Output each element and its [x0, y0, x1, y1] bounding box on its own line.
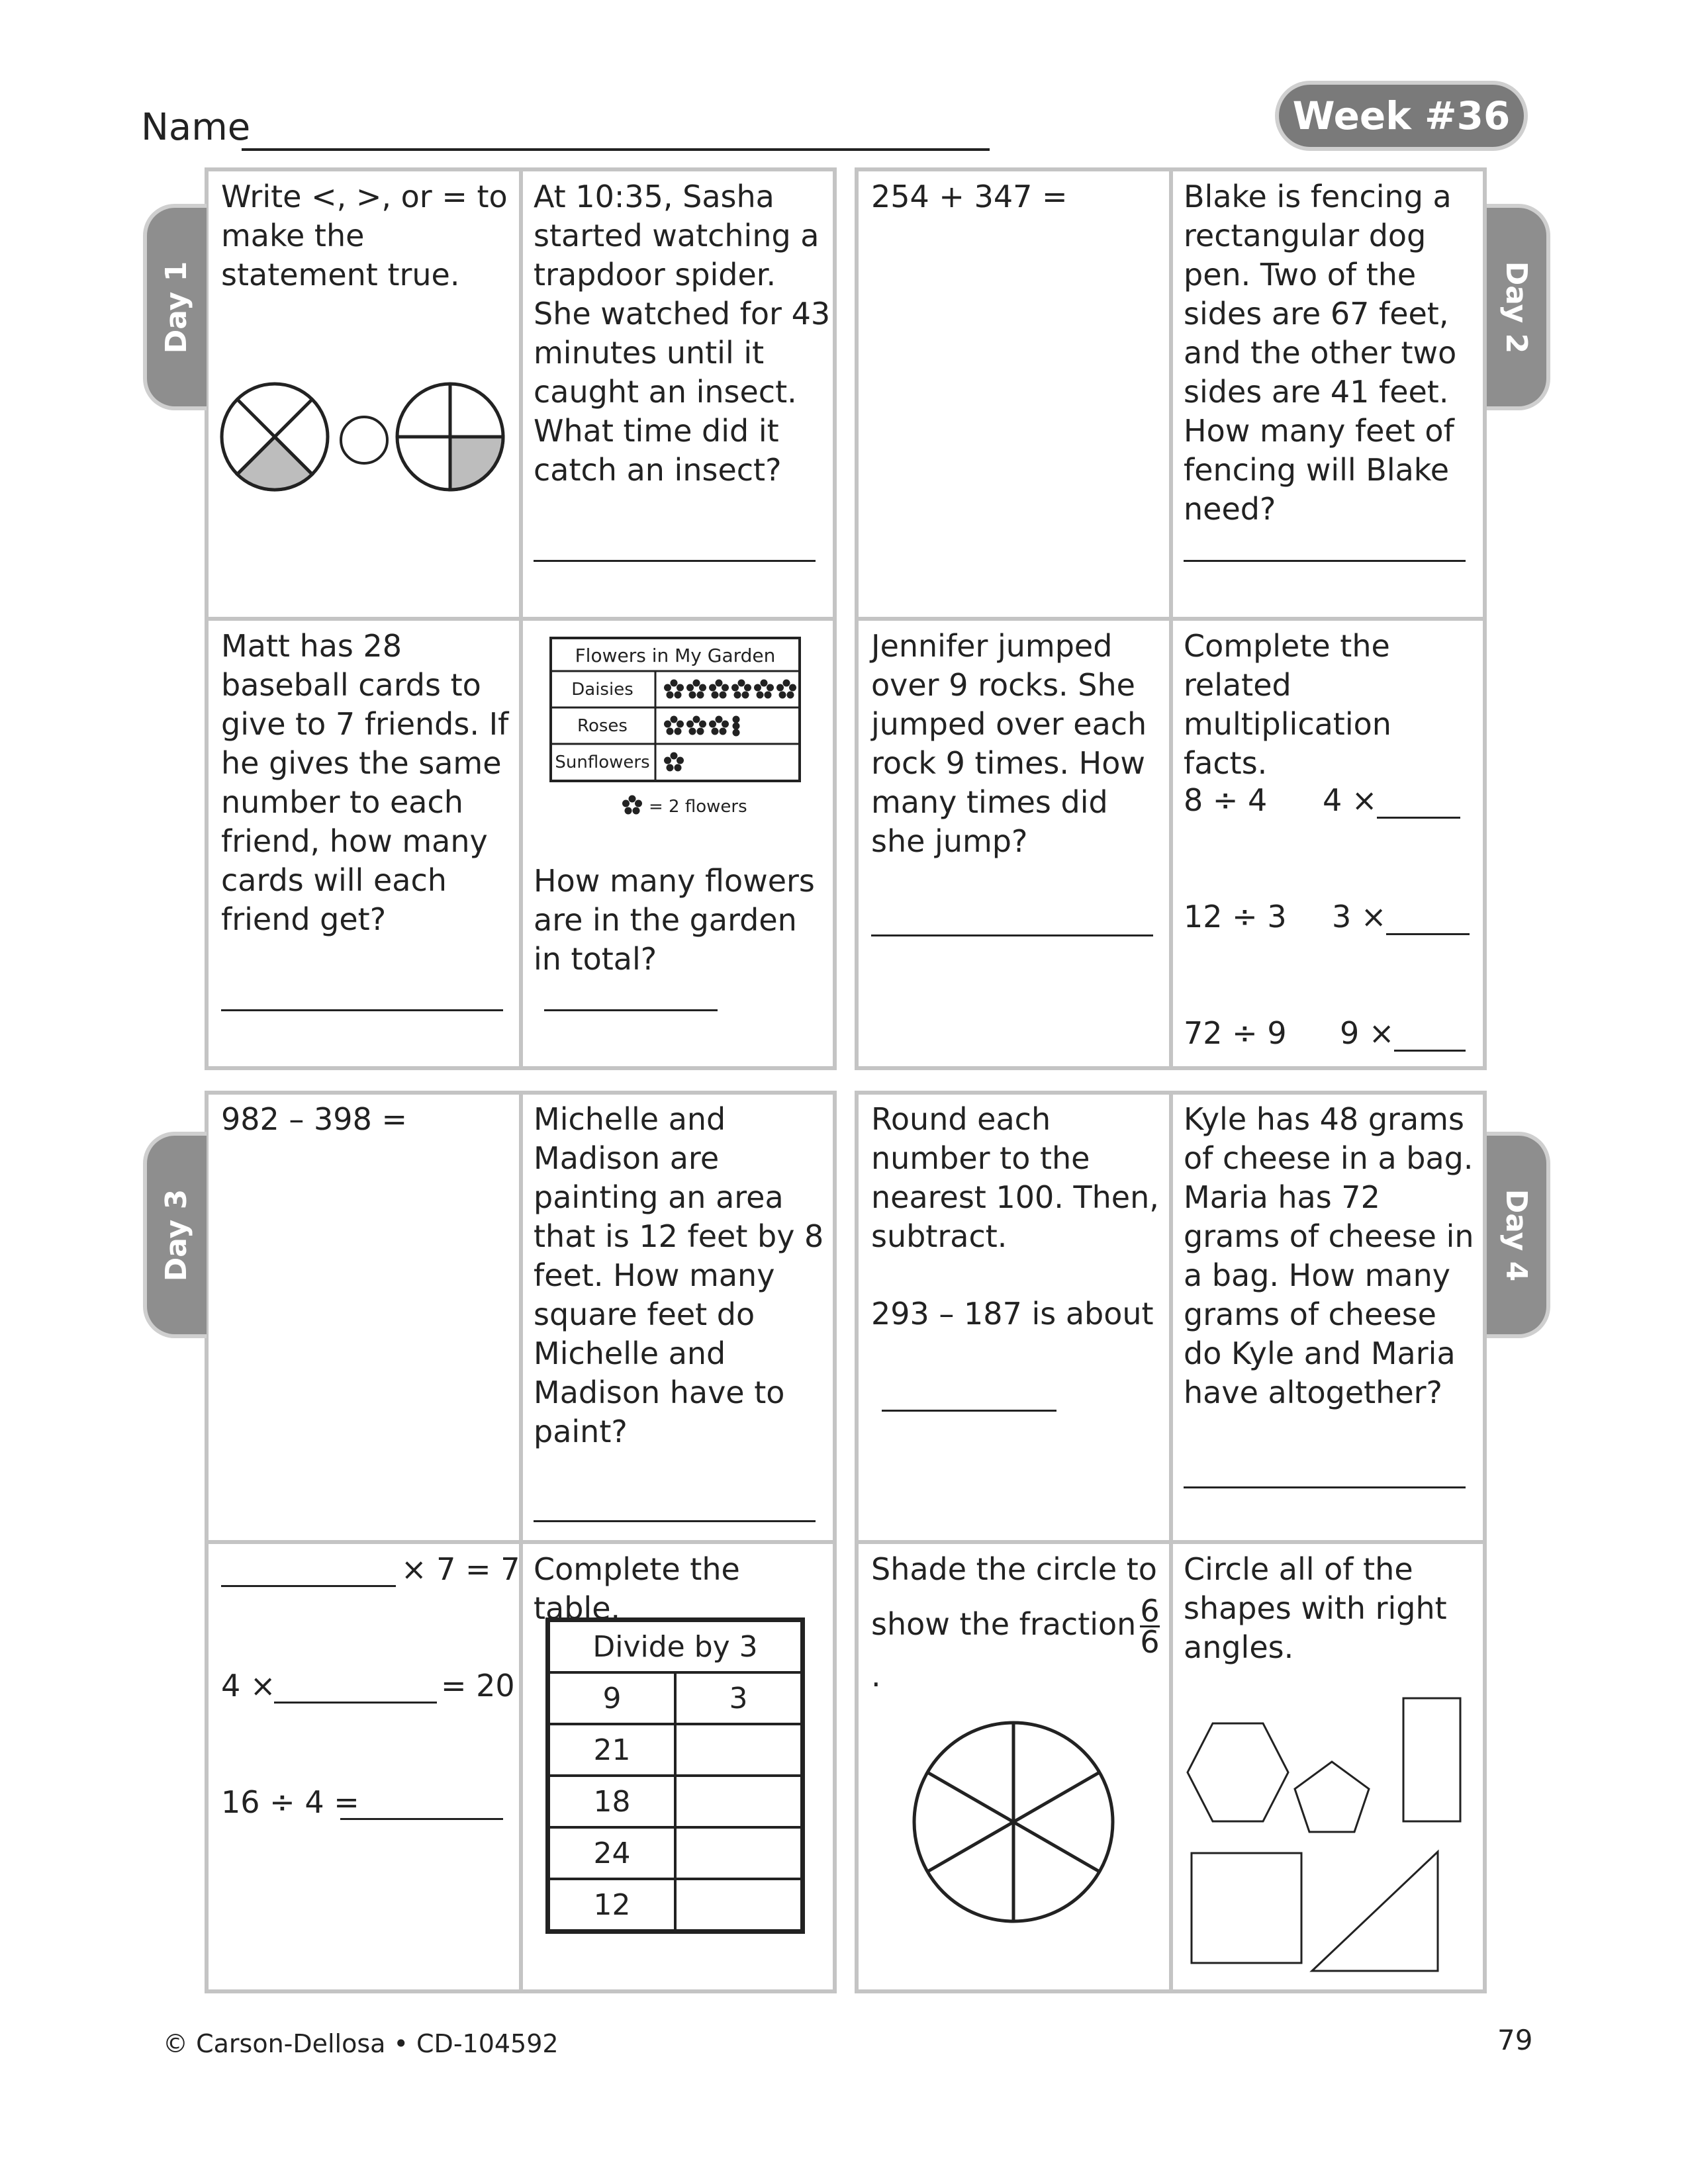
day-4-tab: Day 4 [1487, 1132, 1550, 1338]
flowers-answer-line[interactable] [544, 1009, 718, 1011]
cards-prompt: Matt has 28 baseball cards to give to 7 friends. If he gives the same number to each friend, how many cards will each friend get? [221, 628, 509, 937]
table-header: Divide by 3 [548, 1620, 803, 1673]
rocks-prompt: Jennifer jumped over 9 rocks. She jumped over each rock 9 times. How many times did she jump? [871, 628, 1147, 859]
table-input-cell: 18 [548, 1776, 676, 1827]
divider [205, 617, 837, 621]
fraction-circle-sixths[interactable] [911, 1719, 1116, 1925]
missing-line2a: 4 × [221, 1668, 276, 1704]
quotient-answer-line[interactable] [340, 1818, 503, 1820]
table-output-cell[interactable] [675, 1827, 803, 1879]
pictograph-row-label: Sunflowers [555, 752, 650, 772]
missing-line1: × 7 = 7 [401, 1551, 520, 1587]
table-row [548, 1879, 803, 1932]
name-input-line[interactable] [242, 148, 990, 151]
divide-by-3-table [545, 1617, 805, 1934]
circle-quarter-x-icon [222, 384, 328, 490]
divider [855, 1540, 1487, 1544]
compare-prompt: Write <, >, or = to make the statement true. [221, 179, 508, 293]
angles-prompt: Circle all of the shapes with right angles. [1184, 1551, 1447, 1665]
cheese-prompt: Kyle has 48 grams of cheese in a bag. Maria has 72 grams of cheese in a bag. How many grams of cheese do Kyle and Maria have altogether? [1184, 1101, 1474, 1410]
page-number: 79 [1497, 2024, 1533, 2056]
time-answer-line[interactable] [534, 560, 816, 562]
fact-multiplication: 3 × [1332, 899, 1387, 934]
table-input-cell: 12 [548, 1879, 676, 1932]
facts-prompt: Complete the related multiplication facts. [1184, 628, 1391, 781]
right-triangle-shape[interactable] [1312, 1852, 1438, 1971]
shade-prompt-line1: Shade the circle to [871, 1551, 1157, 1587]
hexagon-shape[interactable] [1188, 1723, 1288, 1821]
table-input-cell: 21 [548, 1724, 676, 1776]
compare-fraction-circles [218, 381, 510, 493]
flowers-prompt: How many flowers are in the garden in total? [534, 863, 815, 977]
table-row [548, 1672, 803, 1724]
fraction-six-sixths: $\frac{6}{6}$ [1140, 1593, 1160, 1660]
shapes-group [1178, 1694, 1483, 1985]
fact-division: 12 ÷ 3 [1184, 899, 1287, 934]
shade-prompt-line2: show the fraction $\frac{6}{6}$ . [871, 1593, 1160, 1694]
copyright: © Carson-Dellosa • CD-104592 [163, 2029, 559, 2058]
round-problem: 293 – 187 is about [871, 1296, 1154, 1332]
addition-prompt: 254 + 347 = [871, 179, 1068, 214]
pictograph-row-label: Daisies [571, 680, 633, 700]
square-shape[interactable] [1192, 1853, 1301, 1963]
fence-prompt: Blake is fencing a rectangular dog pen. Two of the sides are 67 feet, and the other two sides are 41 feet. How many feet of fencing will Blake need? [1184, 179, 1457, 527]
fact-division: 72 ÷ 9 [1184, 1015, 1287, 1051]
flower-key-icon [622, 796, 642, 815]
round-prompt: Round each number to the nearest 100. Then, subtract. [871, 1101, 1159, 1254]
flowers-pictograph [549, 637, 801, 829]
rectangle-shape[interactable] [1403, 1698, 1460, 1821]
area-answer-line[interactable] [534, 1520, 816, 1522]
rocks-answer-line[interactable] [871, 934, 1153, 936]
fact-division: 8 ÷ 4 [1184, 782, 1268, 818]
missing-factor-line[interactable] [274, 1702, 437, 1704]
comparison-blank-circle[interactable] [341, 417, 387, 463]
fact-multiplication: 9 × [1340, 1015, 1395, 1051]
table-input-cell: 9 [548, 1672, 676, 1724]
day-3-tab: Day 3 [143, 1132, 207, 1338]
week-badge: Week #36 [1279, 85, 1524, 147]
missing-line2b: = 20 [441, 1668, 515, 1704]
area-prompt: Michelle and Madison are painting an area that is 12 feet by 8 feet. How many square feet do Michelle and Madison have to paint? [534, 1101, 824, 1449]
time-prompt: At 10:35, Sasha started watching a trapdoor spider. She watched for 43 minutes until it caught an insect. What time did it catch an insect? [534, 179, 831, 488]
fact-answer-line[interactable] [1386, 933, 1470, 935]
table-input-cell: 24 [548, 1827, 676, 1879]
pictograph-row-label: Roses [577, 716, 628, 736]
table-row [548, 1827, 803, 1879]
table-output-cell[interactable]: 3 [675, 1672, 803, 1724]
round-answer-line[interactable] [882, 1410, 1056, 1412]
pentagon-shape[interactable] [1295, 1762, 1369, 1832]
table-row [548, 1776, 803, 1827]
fact-answer-line[interactable] [1377, 817, 1460, 819]
subtraction-prompt: 982 – 398 = [221, 1101, 408, 1137]
table-output-cell[interactable] [675, 1776, 803, 1827]
divider [855, 617, 1487, 621]
missing-line3: 16 ÷ 4 = [221, 1784, 359, 1820]
table-row [548, 1724, 803, 1776]
day-1-tab: Day 1 [143, 204, 207, 410]
name-label: Name [141, 106, 251, 149]
fact-answer-line[interactable] [1394, 1050, 1466, 1052]
table-prompt: Complete the table. [534, 1551, 740, 1626]
pictograph-key: = 2 flowers [649, 797, 747, 817]
missing-factor-line[interactable] [221, 1585, 396, 1587]
table-output-cell[interactable] [675, 1724, 803, 1776]
circle-quarter-plus-icon [397, 384, 503, 490]
shade-prompt-text: show the fraction [871, 1606, 1137, 1642]
pictograph-title: Flowers in My Garden [575, 645, 776, 666]
table-output-cell[interactable] [675, 1879, 803, 1932]
day-2-tab: Day 2 [1487, 204, 1550, 410]
fact-multiplication: 4 × [1323, 782, 1378, 818]
divider [205, 1540, 837, 1544]
cards-answer-line[interactable] [221, 1009, 503, 1011]
cheese-answer-line[interactable] [1184, 1486, 1466, 1488]
fence-answer-line[interactable] [1184, 560, 1466, 562]
